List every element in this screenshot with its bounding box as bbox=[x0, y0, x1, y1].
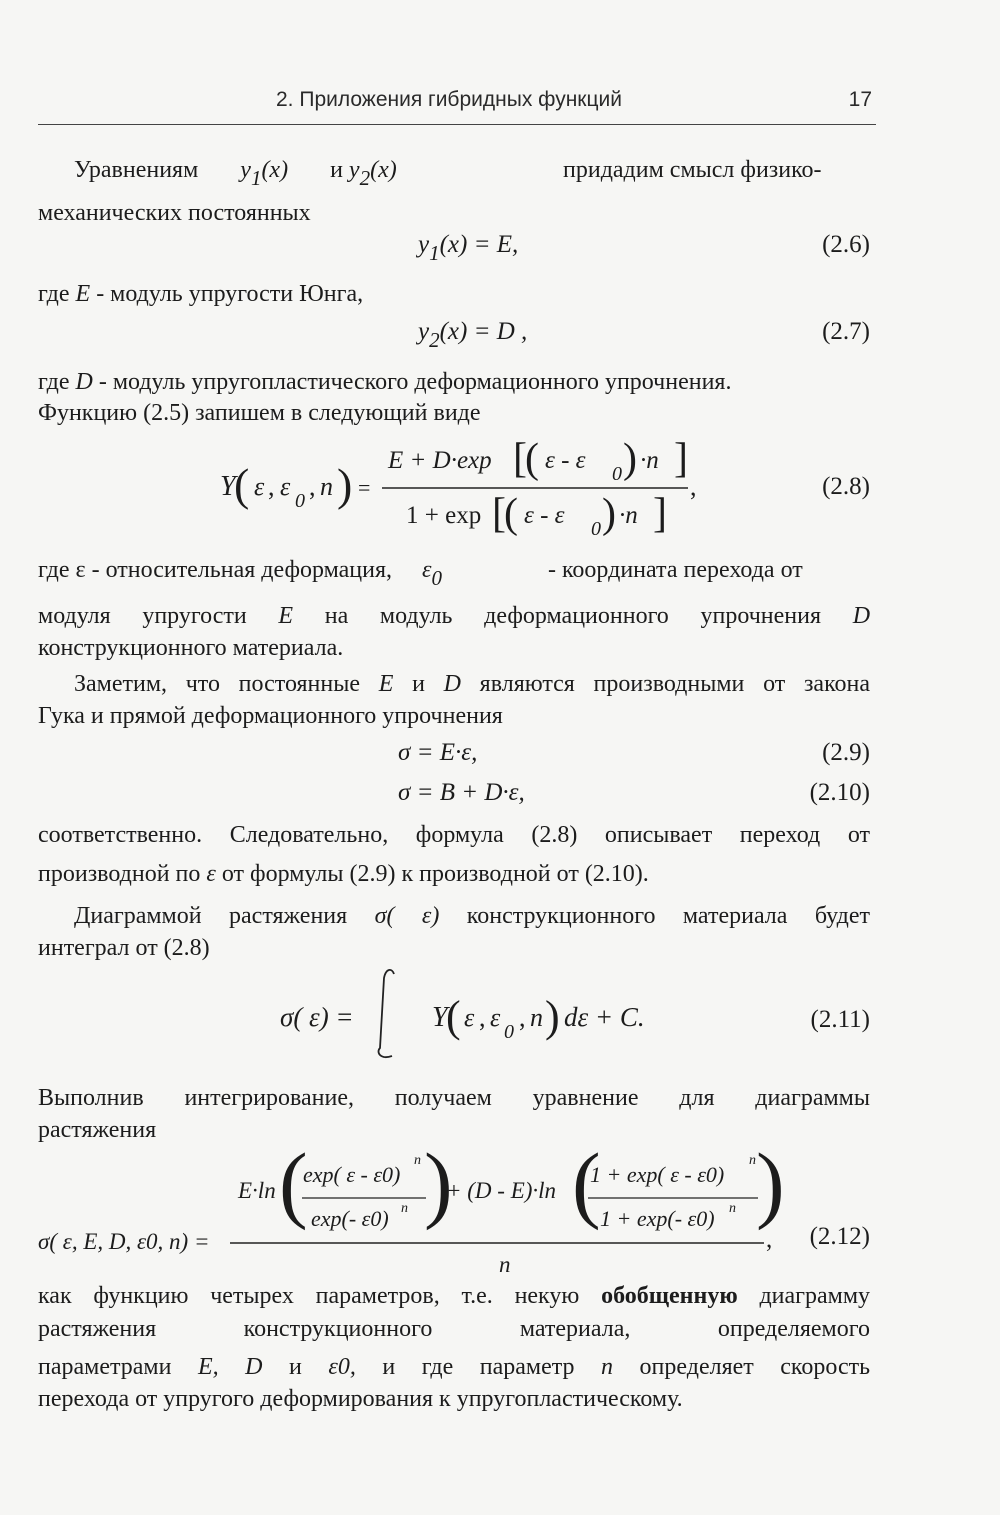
svg-text:exp( ε - ε0): exp( ε - ε0) bbox=[303, 1162, 401, 1187]
svg-text:(: ( bbox=[525, 436, 539, 482]
svg-text:,: , bbox=[519, 1003, 526, 1032]
equation-2-7: $y_2(x) = D$ , bbox=[418, 318, 528, 352]
svg-text:[: [ bbox=[513, 436, 527, 482]
paragraph-final: как функцию четырех параметров, т.е. некую обобщенную диаграмму bbox=[38, 1283, 871, 1309]
svg-text:(: ( bbox=[446, 992, 461, 1041]
integral-sign bbox=[379, 970, 395, 1057]
svg-text:0: 0 bbox=[295, 490, 305, 512]
paragraph-epsilon-tail: - координата перехода от bbox=[548, 557, 803, 583]
svg-text:,: , bbox=[309, 472, 316, 501]
paragraph-line: конструкционного материала. bbox=[38, 635, 344, 661]
equation-2-11 bbox=[280, 968, 700, 1068]
svg-text:(: ( bbox=[504, 491, 518, 537]
svg-text:]: ] bbox=[674, 436, 688, 482]
paragraph-D: где D - модуль упругопластического деформационного упрочнения. bbox=[38, 369, 732, 395]
equation-2-8 bbox=[220, 428, 720, 548]
svg-text:n: n bbox=[530, 1003, 543, 1032]
equation-number: (2.12) bbox=[809, 1223, 870, 1250]
equation-number: (2.10) bbox=[809, 779, 870, 806]
paragraph-line: растяжения конструкционного материала, определяемого bbox=[38, 1316, 870, 1342]
svg-text:(: ( bbox=[572, 1135, 601, 1231]
svg-text:1 + exp: 1 + exp bbox=[406, 502, 482, 529]
svg-text:): ) bbox=[623, 436, 637, 482]
svg-text:,: , bbox=[268, 472, 275, 501]
svg-text:]: ] bbox=[653, 491, 667, 537]
paragraph-line: перехода от упругого деформирования к упругопластическому. bbox=[38, 1386, 683, 1412]
running-title: 2. Приложения гибридных функций bbox=[276, 88, 622, 111]
svg-text:1 + exp( ε - ε0): 1 + exp( ε - ε0) bbox=[590, 1162, 725, 1187]
paragraph-equations-intro-tail: придадим смысл физико- bbox=[563, 157, 822, 183]
svg-text:0: 0 bbox=[612, 463, 622, 485]
svg-text:n: n bbox=[414, 1153, 421, 1168]
equation-number: (2.9) bbox=[822, 739, 870, 766]
svg-text:n: n bbox=[749, 1153, 756, 1168]
paragraph-integration: Выполнив интегрирование, получаем уравнение для диаграммы bbox=[38, 1085, 870, 1111]
svg-text:): ) bbox=[424, 1135, 453, 1231]
equation-2-9: σ = E·ε, bbox=[398, 739, 478, 766]
svg-text:0: 0 bbox=[591, 518, 601, 540]
svg-text:[: [ bbox=[492, 491, 506, 537]
svg-text:0: 0 bbox=[504, 1021, 514, 1043]
svg-text:·n: ·n bbox=[619, 502, 638, 529]
svg-text:(: ( bbox=[234, 459, 250, 510]
equation-2-10: σ = B + D·ε, bbox=[398, 779, 525, 806]
equation-2-12 bbox=[38, 1135, 878, 1277]
equation-number: (2.7) bbox=[822, 318, 870, 345]
svg-text:ε: ε bbox=[280, 472, 291, 501]
svg-text:1 + exp(- ε0): 1 + exp(- ε0) bbox=[600, 1206, 715, 1231]
paragraph-line: производной по ε от формулы (2.9) к производной от (2.10). bbox=[38, 861, 649, 887]
svg-text:·n: ·n bbox=[640, 447, 659, 474]
svg-text:): ) bbox=[337, 459, 353, 510]
paragraph-line: модуля упругости E на модуль деформационного упрочнения D bbox=[38, 603, 871, 629]
svg-text:,: , bbox=[690, 472, 697, 501]
paragraph-line: параметрами E, D и ε0, и где параметр n определяет скорость bbox=[38, 1354, 871, 1380]
svg-text:σ( ε, E, D, ε0, n) =: σ( ε, E, D, ε0, n) = bbox=[38, 1229, 210, 1254]
equation-number: (2.11) bbox=[810, 1006, 870, 1033]
svg-text:n: n bbox=[499, 1252, 511, 1277]
paragraph-equations-intro: Уравнениям y1(x) и y2(x) bbox=[74, 157, 397, 190]
equation-2-6: $y_1(x) = E$, bbox=[418, 231, 519, 265]
paragraph-diagram: Диаграммой растяжения σ( ε) конструкционного материала будет bbox=[74, 903, 871, 929]
svg-text:ε: ε bbox=[490, 1003, 501, 1032]
svg-text:ε - ε: ε - ε bbox=[545, 447, 586, 474]
svg-text:): ) bbox=[756, 1135, 785, 1231]
eq-lhs-Y: Y bbox=[220, 471, 236, 502]
svg-text:ε: ε bbox=[254, 472, 265, 501]
svg-text:dε + C.: dε + C. bbox=[564, 1002, 645, 1032]
equation-number: (2.8) bbox=[822, 473, 870, 500]
paragraph-line: интеграл от (2.8) bbox=[38, 935, 210, 961]
svg-text:+ (D - E)·ln: + (D - E)·ln bbox=[446, 1178, 557, 1203]
svg-text:n: n bbox=[729, 1201, 736, 1216]
paragraph-note: Заметим, что постоянные E и D являются производными от закона bbox=[74, 671, 871, 697]
svg-text:=: = bbox=[358, 475, 371, 500]
svg-text:exp(- ε0): exp(- ε0) bbox=[311, 1206, 389, 1231]
svg-text:n: n bbox=[320, 472, 333, 501]
paragraph-line: Гука и прямой деформационного упрочнения bbox=[38, 703, 503, 729]
svg-text:): ) bbox=[602, 491, 616, 537]
svg-text:ε: ε bbox=[464, 1003, 475, 1032]
svg-text:): ) bbox=[545, 992, 560, 1041]
paragraph-epsilon: где ε - относительная деформация, ε0 bbox=[38, 557, 443, 590]
svg-text:E + D·exp: E + D·exp bbox=[388, 447, 492, 474]
svg-text:ε - ε: ε - ε bbox=[524, 502, 565, 529]
paragraph-line: механических постоянных bbox=[38, 200, 311, 226]
svg-text:,: , bbox=[766, 1226, 773, 1253]
page-number: 17 bbox=[848, 88, 872, 111]
equation-number: (2.6) bbox=[822, 231, 870, 258]
paragraph-young: где E - модуль упругости Юнга, bbox=[38, 281, 364, 307]
paragraph-line: Функцию (2.5) запишем в следующий виде bbox=[38, 400, 481, 426]
svg-text:(: ( bbox=[279, 1135, 308, 1231]
paragraph-line: растяжения bbox=[38, 1117, 157, 1143]
svg-text:n: n bbox=[401, 1201, 408, 1216]
svg-text:σ( ε) =: σ( ε) = bbox=[280, 1002, 354, 1032]
svg-text:,: , bbox=[479, 1003, 486, 1032]
paragraph-respectively: соответственно. Следовательно, формула (2.8) описывает переход от bbox=[38, 822, 870, 848]
svg-text:Y: Y bbox=[432, 1002, 448, 1033]
svg-text:E·ln: E·ln bbox=[238, 1178, 276, 1203]
running-header bbox=[38, 88, 876, 125]
